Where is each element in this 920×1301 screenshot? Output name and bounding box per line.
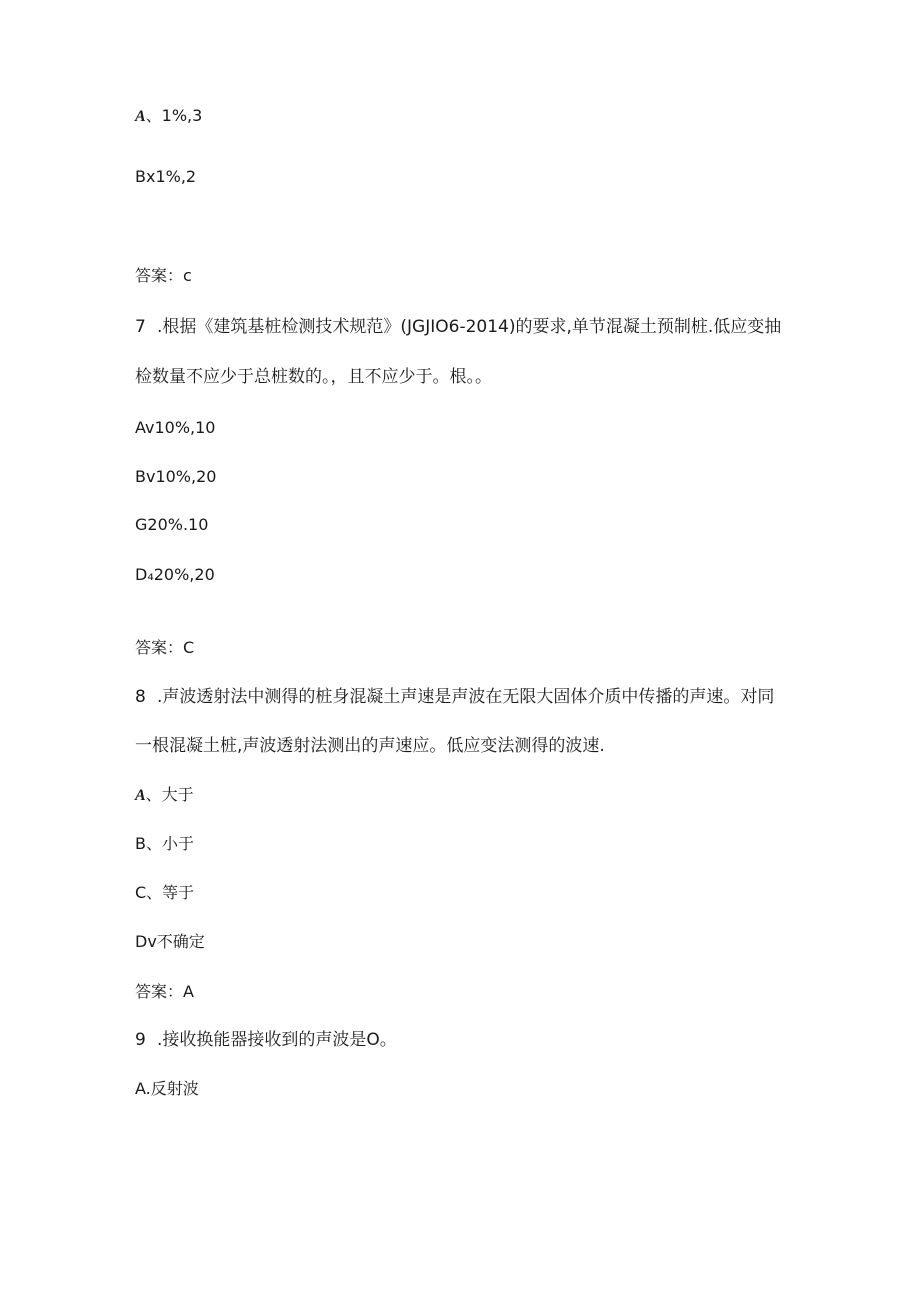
q8-stem-line2: 一根混凝土桩,声波透射法测出的声速应。低应变法测得的波速. [135,736,605,756]
q7-stem-line2: 检数量不应少于总桩数的。，且不应少于。根。。 [135,367,492,387]
q8-option-a-text: 、大于 [145,785,194,804]
q8-option-a [135,785,194,806]
q8-number: 8 [135,687,146,707]
q6-option-b: Bx1%,2 [135,167,197,186]
q8-option-a-letter: A [135,787,146,804]
q8-option-d: Dv不确定 [135,932,205,951]
q8-stem-line1 [135,687,774,707]
q6-option-a-text: 、1%,3 [145,106,203,125]
q9-stem-text: .接收换能器接收到的声波是O。 [157,1030,397,1050]
q6-answer: 答案：c [135,266,192,285]
q9-stem-line1 [135,1030,397,1050]
q7-number: 7 [135,317,146,337]
q7-stem-line1 [135,317,781,337]
q9-number: 9 [135,1030,146,1050]
q6-option-a [135,106,202,127]
q7-option-b: Bv10%,20 [135,467,217,486]
q9-option-a: A.反射波 [135,1079,199,1098]
q7-option-a: Av10%,10 [135,418,216,437]
q7-option-d: D₄20%,20 [135,565,215,584]
q8-answer: 答案：A [135,982,194,1001]
q8-option-c: C、等于 [135,883,195,902]
q7-answer: 答案：C [135,638,195,657]
q7-option-c: G20%.10 [135,515,209,534]
q7-stem-text: .根据《建筑基桩检测技术规范》(JGJIO6-2014)的要求,单节混凝土预制桩.低应变抽 [157,317,782,337]
q6-option-a-letter: A [135,108,146,125]
q8-option-b: B、小于 [135,834,194,853]
q8-stem-text: .声波透射法中测得的桩身混凝土声速是声波在无限大固体介质中传播的声速。对同 [157,687,775,707]
